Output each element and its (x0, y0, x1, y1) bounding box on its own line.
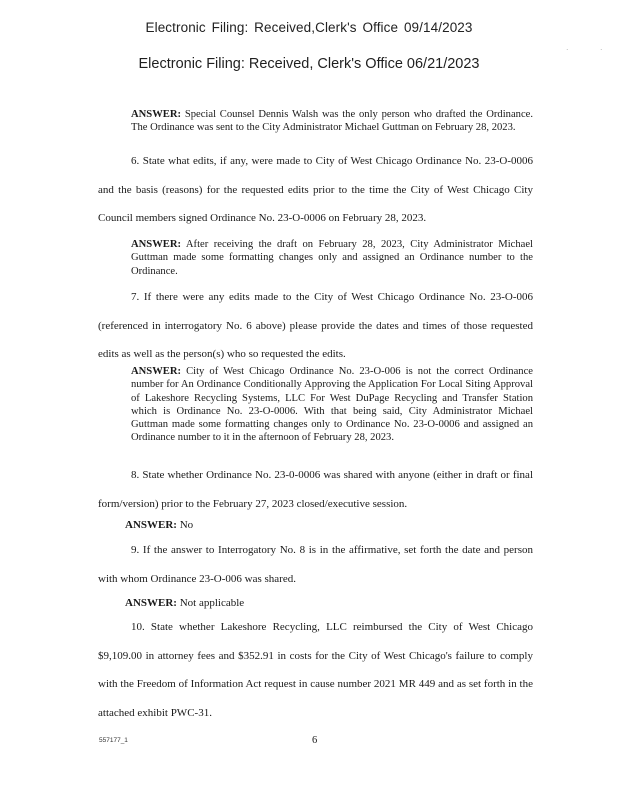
filing-stamp-second: Electronic Filing: Received, Clerk's Office 06/21/2023 (138, 56, 480, 72)
scan-speck: . (600, 42, 603, 52)
answer-8 (125, 518, 193, 532)
page-number: 6 (312, 735, 318, 746)
answer-6 (131, 238, 533, 278)
answer-label: ANSWER: (131, 239, 182, 250)
answer-text: City of West Chicago Ordinance No. 23-O-006 is not the correct Ordinance number for An Ordinance Conditionally Approving the Application For Local Siting Approval of Lakeshore Recycling Systems, LLC For West DuPage Recycling and Transfer Station which is Ordinance No. 23-O-0006. With that being said, City Administrator Michael Guttman made some formatting changes only to Ordinance No. 23-O-0006 and assigned an Ordinance number to it in the afternoon of February 28, 2023. (131, 366, 533, 444)
answer-text: After receiving the draft on February 28, 2023, City Administrator Michael Guttman made some formatting changes only and assigned an Ordinance number to the Ordinance. (131, 239, 533, 277)
answer-label: ANSWER: (131, 109, 182, 120)
answer-5 (131, 108, 533, 135)
scan-speck: . (566, 42, 569, 52)
document-id: 557177_1 (99, 737, 128, 744)
answer-text: No (176, 519, 194, 531)
interrogatory-9: 9. If the answer to Interrogatory No. 8 is in the affirmative, set forth the date and person with whom Ordinance 23-O-006 was shared. (98, 544, 533, 585)
answer-text: Special Counsel Dennis Walsh was the only person who drafted the Ordinance. The Ordinance was sent to the City Administrator Michael Guttman on February 28, 2023. (131, 109, 533, 134)
interrogatory-8: 8. State whether Ordinance No. 23-0-0006 was shared with anyone (either in draft or final form/version) prior to the February 27, 2023 closed/executive session. (98, 469, 533, 510)
answer-9 (125, 596, 244, 610)
answer-label: ANSWER: (125, 597, 177, 609)
answer-text: Not applicable (176, 597, 245, 609)
interrogatory-10: 10. State whether Lakeshore Recycling, LLC reimbursed the City of West Chicago $9,109.00 in attorney fees and $352.91 in costs for the City of West Chicago's failure to comply with the Freedom of Information Act request in cause number 2021 MR 449 and as set forth in the attached exhibit PWC-31. (98, 621, 533, 719)
filing-stamp-top: Electronic Filing: Received,Clerk's Office 09/14/2023 (145, 20, 473, 35)
interrogatory-7: 7. If there were any edits made to the City of West Chicago Ordinance No. 23-O-006 (referenced in interrogatory No. 6 above) please provide the dates and times of those requested edits as well as the person(s) who so requested the edits. (98, 291, 533, 360)
answer-label: ANSWER: (131, 366, 182, 377)
answer-7 (131, 365, 533, 445)
answer-label: ANSWER: (125, 519, 177, 531)
interrogatory-6: 6. State what edits, if any, were made to City of West Chicago Ordinance No. 23-O-0006 and the basis (reasons) for the requested edits prior to the time the City of West Chicago City Council members signed Ordinance No. 23-O-0006 on February 28, 2023. (98, 155, 533, 224)
